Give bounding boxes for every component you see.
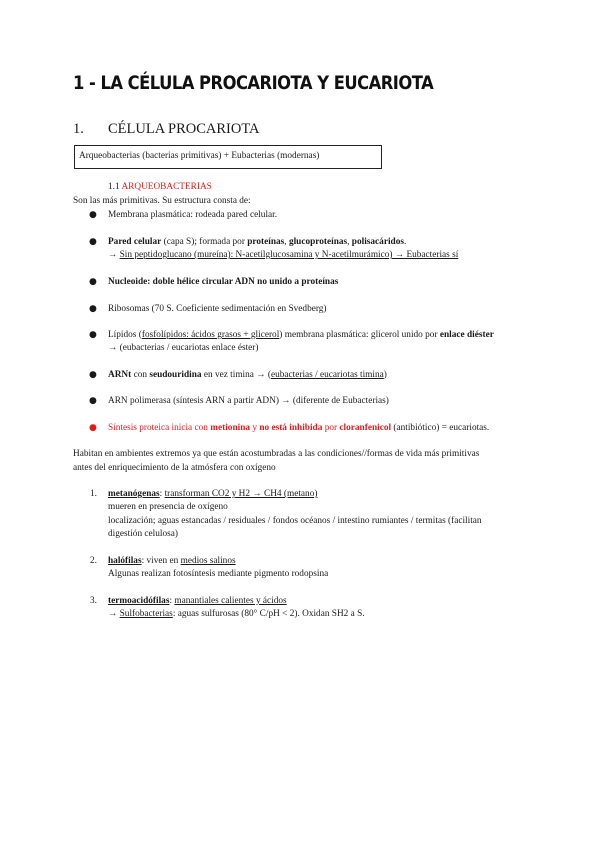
- list-item-line: mueren en presencia de oxígeno: [108, 502, 228, 512]
- paragraph-line1: Habitan en ambientes extremos ya que están acostumbradas a las condiciones//formas de vida más primitivas: [73, 449, 480, 459]
- section-title: CÉLULA PROCARIOTA: [108, 121, 260, 137]
- bullet-dot: ●: [89, 370, 97, 380]
- bullet-dot: ●: [89, 210, 97, 220]
- list-number: 2.: [90, 556, 97, 566]
- list-item-line: localización; aguas estancadas / residuales / fondos océanos / intestino rumiantes / termitas (facilitan: [108, 516, 482, 526]
- bullet-lipidos: Lípidos (fosfolípidos: ácidos grasos + glicerol) membrana plasmática: glicerol unido por enlace diéster: [108, 330, 494, 340]
- bullet-pared: Pared celular (capa S); formada por proteínas, glucoproteínas, polisacáridos.: [108, 237, 407, 247]
- subsection-title: ARQUEOBACTERIAS: [121, 182, 212, 192]
- bullet-lipidos-line2: → (eubacterias / eucariotas enlace éster): [108, 343, 259, 353]
- section-number: 1.: [73, 121, 84, 137]
- summary-box: Arqueobacterias (bacterias primitivas) + Eubacterias (modernas): [74, 145, 382, 169]
- bullet-dot: ●: [89, 423, 97, 433]
- list-item-line: digestión celulosa): [108, 529, 178, 539]
- list-item-line: Algunas realizan fotosíntesis mediante pigmento rodopsina: [108, 569, 329, 579]
- bullet-dot: ●: [89, 396, 97, 406]
- paragraph-line2: antes del enriquecimiento de la atmósfera con oxígeno: [73, 463, 276, 473]
- list-item-halofilas: halófilas: viven en medios salinos: [108, 556, 236, 566]
- list-item-termoacidofilas: termoacidófilas: manantiales calientes y ácidos: [108, 596, 287, 606]
- list-number: 3.: [90, 596, 97, 606]
- bullet-arnt: ARNt con seudouridina en vez timina → (eubacterias / eucariotas timina): [108, 370, 387, 380]
- list-item-metanogenas: metanógenas: transforman CO2 y H2 → CH4 (metano): [108, 489, 318, 499]
- bullet-nucleoide: Nucleoide: doble hélice circular ADN no unido a proteínas: [108, 277, 339, 287]
- bullet-ribosomas: Ribosomas (70 S. Coeficiente sedimentación en Svedberg): [108, 304, 327, 314]
- bullet-pared-line2: → Sin peptidoglucano (mureína): N-acetilglucosamina y N-acetilmurámico) → Eubacterias sí: [108, 250, 459, 260]
- bullet-membrana: Membrana plasmática: rodeada pared celular.: [108, 210, 278, 220]
- bullet-sintesis-proteica: Síntesis proteica inicia con metionina y no está inhibida por cloranfenicol (antibiótico) = eucariotas.: [108, 423, 490, 433]
- subsection-number: 1.1: [108, 182, 120, 192]
- intro-text: Son las más primitivas. Su estructura consta de:: [73, 196, 251, 206]
- bullet-dot: ●: [89, 237, 97, 247]
- bullet-dot: ●: [89, 304, 97, 314]
- bullet-dot: ●: [89, 277, 97, 287]
- list-number: 1.: [90, 489, 97, 499]
- subsection-heading: [108, 182, 212, 192]
- bullet-arn-polimerasa: ARN polimerasa (síntesis ARN a partir ADN) → (diferente de Eubacterias): [108, 396, 389, 406]
- bullet-dot: ●: [89, 330, 97, 340]
- page-title: 1 - LA CÉLULA PROCARIOTA Y EUCARIOTA: [73, 72, 434, 94]
- list-item-line: → Sulfobacterias: aguas sulfurosas (80° C/pH < 2). Oxidan SH2 a S.: [108, 609, 365, 619]
